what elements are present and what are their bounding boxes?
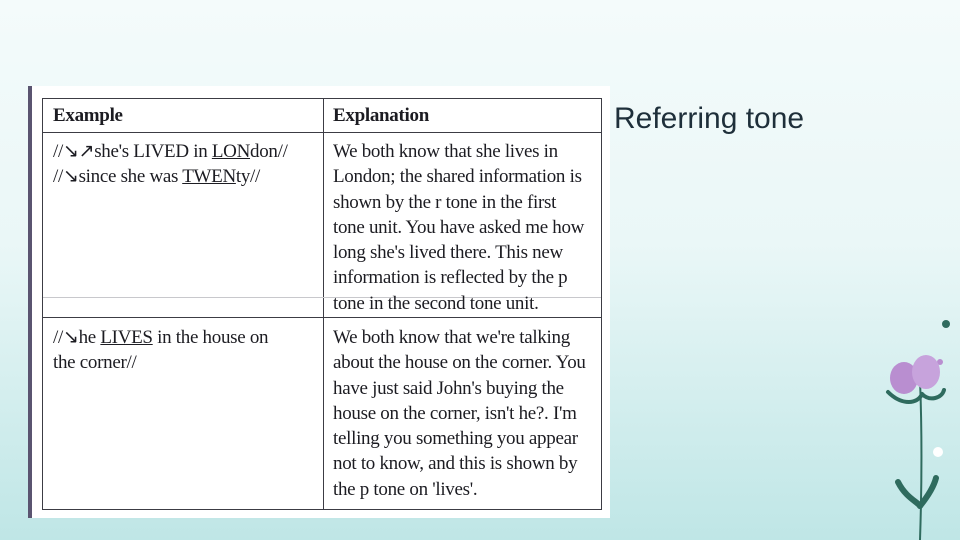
explanation-line: tone unit. You have asked me how xyxy=(333,216,585,238)
petal-icon xyxy=(912,355,940,389)
header-divider xyxy=(43,132,601,133)
underlined-word: LIVES xyxy=(100,327,153,348)
dot-icon xyxy=(942,320,950,328)
flower-decoration xyxy=(878,310,960,540)
leaf-icon xyxy=(920,478,936,506)
explanation-line: the p tone on 'lives'. xyxy=(333,478,478,500)
underlined-syllable: LON xyxy=(211,141,251,162)
text-part: //↘since she was xyxy=(53,166,183,188)
text-part: //↘he xyxy=(53,327,101,348)
row2-explanation xyxy=(333,325,599,502)
explanation-line: have just said John's buying the xyxy=(333,377,564,399)
text-part: //↘↗she's LIVED in xyxy=(53,141,212,162)
explanation-line: telling you something you appear xyxy=(333,428,578,450)
explanation-line: We both know that she lives in xyxy=(333,141,558,162)
header-explanation: Explanation xyxy=(333,105,429,126)
explanation-line: shown by the r tone in the first xyxy=(333,191,557,213)
row1-example xyxy=(53,139,315,190)
explanation-line: long she's lived there. This new xyxy=(333,242,563,264)
row1-example-line2 xyxy=(53,164,315,189)
flower-stem xyxy=(920,380,922,540)
explanation-line: about the house on the corner. You xyxy=(333,352,586,374)
dot-icon xyxy=(933,447,943,457)
row2-example xyxy=(53,325,315,376)
explanation-line: information is reflected by the p xyxy=(333,267,568,289)
row2-example-line1 xyxy=(53,325,315,350)
explanation-line: We both know that we're talking xyxy=(333,327,570,348)
text-part: in the house on xyxy=(152,327,269,348)
header-example: Example xyxy=(53,105,123,126)
slide-title: Referring tone xyxy=(614,102,805,135)
text-part: don// xyxy=(250,141,288,162)
row1-example-line1 xyxy=(53,139,315,164)
explanation-line: tone in the second tone unit. xyxy=(333,292,539,314)
scanned-table-image xyxy=(28,86,610,518)
column-divider xyxy=(323,99,324,509)
text-part: ty// xyxy=(235,166,261,188)
row1-explanation xyxy=(333,139,599,316)
explanation-line: house on the corner, isn't he?. I'm xyxy=(333,402,577,424)
explanation-line: London; the shared information is xyxy=(333,166,582,188)
row-divider xyxy=(43,317,601,318)
explanation-line: not to know, and this is shown by xyxy=(333,453,578,475)
leaf-icon xyxy=(898,482,920,506)
row2-example-line2: the corner// xyxy=(53,352,137,374)
underlined-syllable: TWEN xyxy=(182,166,236,188)
tone-table xyxy=(42,98,602,510)
leaf-icon xyxy=(922,390,944,398)
